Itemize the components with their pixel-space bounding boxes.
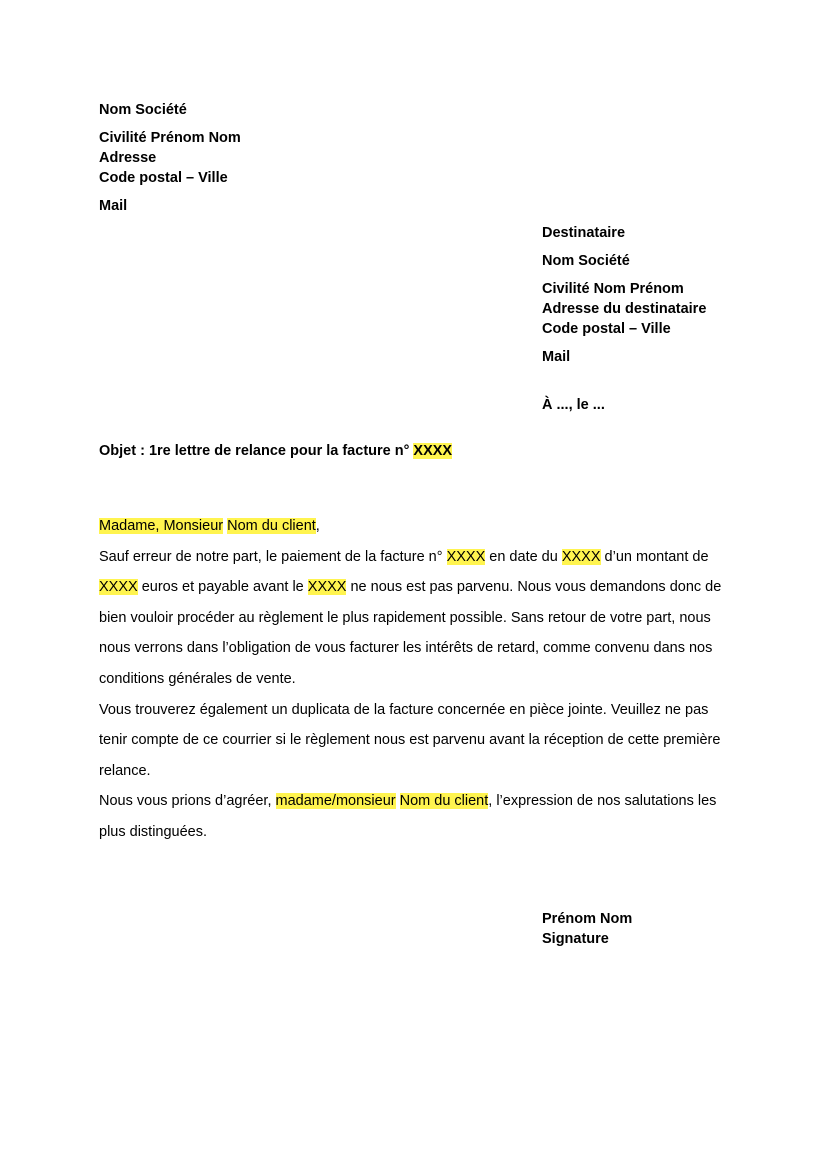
invoice-date-placeholder: XXXX [561,548,601,565]
closing-salutation: madame/monsieur [275,793,396,810]
letter-body [99,511,739,848]
paragraph-duplicate: Vous trouverez également un duplicata de la facture concernée en pièce jointe. Veuillez ne pas tenir compte de ce courrier si le règlement nous est parvenu avant la réception de cette première relance. [99,701,721,779]
paragraph-reminder [99,542,739,695]
object-line [99,441,452,461]
recipient-postal-city: Code postal – Ville [542,321,671,337]
sender-postal-city: Code postal – Ville [99,170,228,186]
closing-text-1: Nous vous prions d’agréer, [99,793,276,810]
paragraph1-text-2: en date du [485,548,562,565]
sender-address: Adresse [99,150,157,166]
recipient-company: Nom Société [542,253,630,269]
recipient-address: Adresse du destinataire [542,301,707,317]
signature-name: Prénom Nom [542,911,633,927]
place-date: À ..., le ... [542,397,605,413]
sender-block [99,100,241,216]
paragraph1-text-3: d’un montant de [600,548,709,565]
greeting-punct: , [315,518,320,534]
recipient-heading: Destinataire [542,225,626,241]
amount-placeholder: XXXX [99,579,138,596]
recipient-block [542,223,706,415]
sender-company: Nom Société [99,102,187,118]
recipient-name: Civilité Nom Prénom [542,281,684,297]
paragraph1-text-1: Sauf erreur de notre part, le paiement de la facture n° [99,548,447,565]
closing-client-name: Nom du client [399,793,489,810]
recipient-mail: Mail [542,349,571,365]
signature-block [542,909,632,949]
paragraph1-text-5: ne nous est pas parvenu. Nous vous demandons donc de bien vouloir procéder au règlement le plus rapidement possible. Sans retour de votre part, nous nous verrons dans l’obligation de vous facturer les intérêts de retard, comme convenu dans nos conditions générales de vente. [99,579,722,687]
sender-mail: Mail [99,198,128,214]
greeting-client-name: Nom du client [227,518,316,534]
closing-formula [99,786,739,847]
invoice-number-placeholder: XXXX [446,548,486,565]
signature-label: Signature [542,931,609,947]
object-label: Objet : 1re lettre de relance pour la facture n° [99,443,414,459]
greeting [99,511,739,542]
paragraph1-text-4: euros et payable avant le [137,579,308,596]
object-invoice-number: XXXX [413,443,453,459]
closing-text-2: , l’expression de nos salutations les plus distinguées. [99,793,717,840]
greeting-salutation: Madame, Monsieur [99,518,224,534]
sender-name: Civilité Prénom Nom [99,130,241,146]
due-date-placeholder: XXXX [307,579,347,596]
